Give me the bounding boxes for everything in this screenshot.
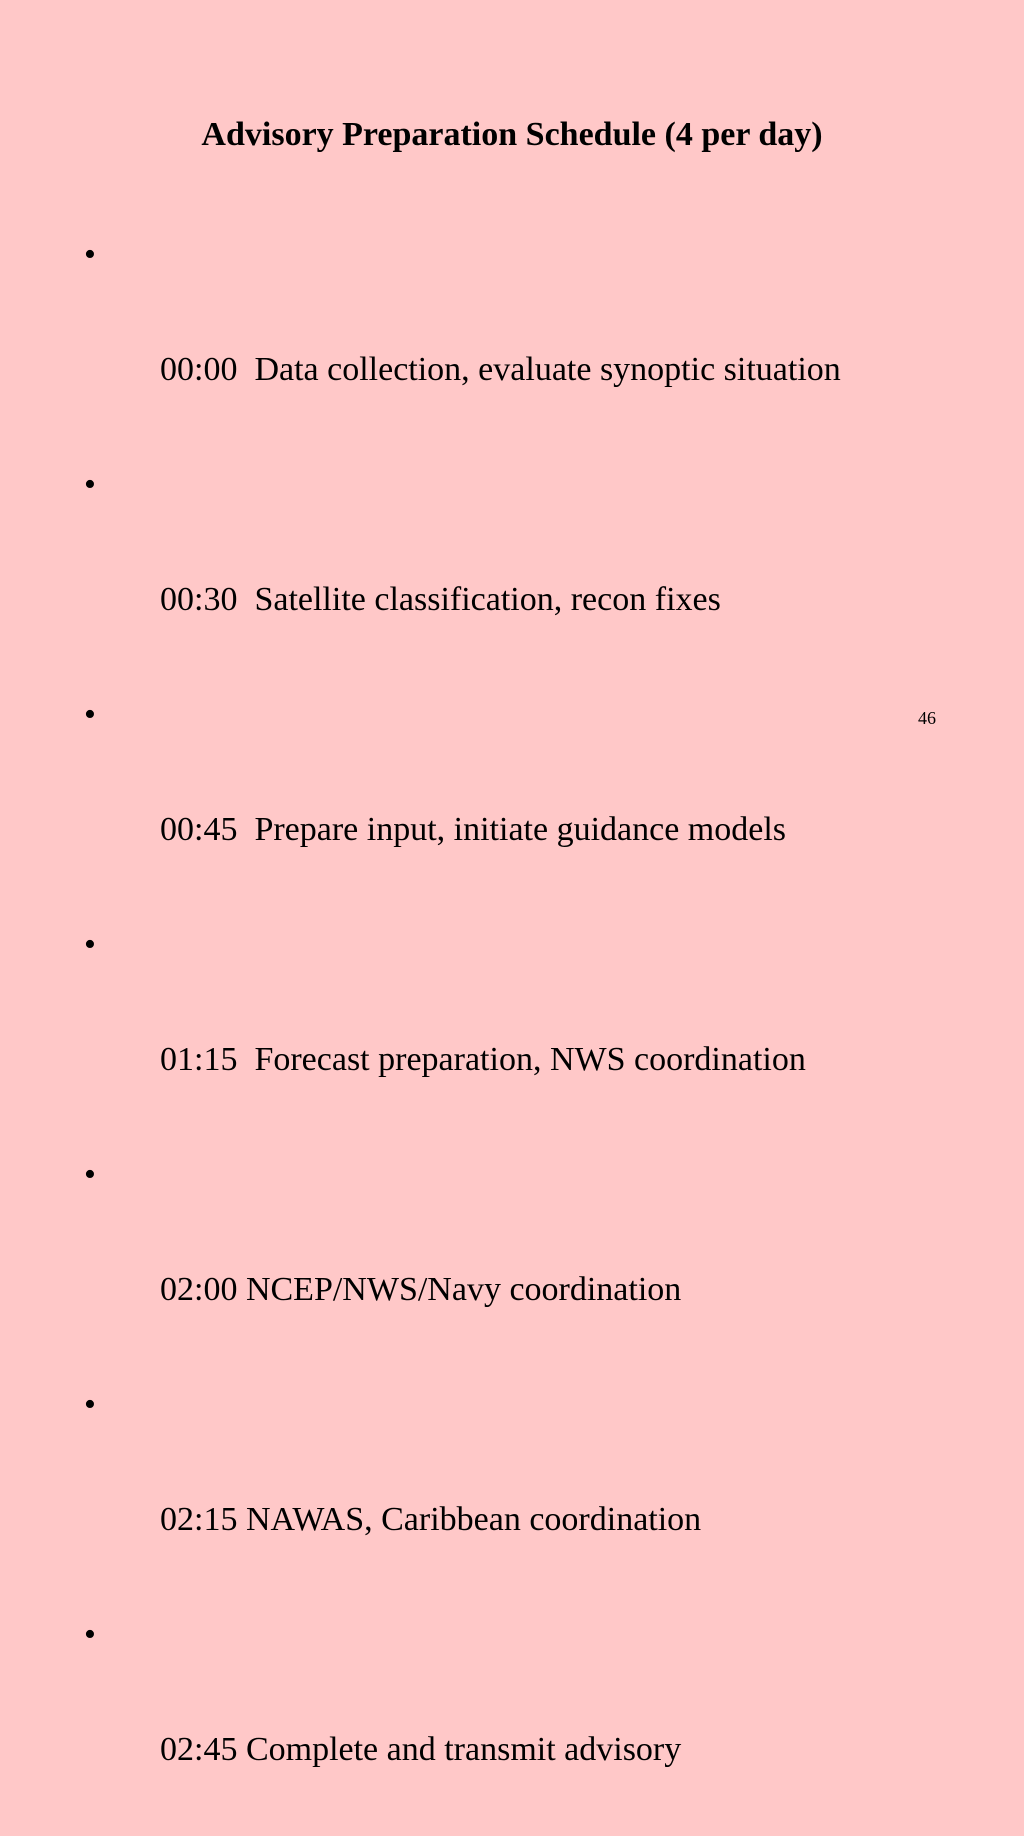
schedule-item-text: 02:00 NCEP/NWS/Navy coordination (160, 1271, 682, 1308)
schedule-item-text: 02:45 Complete and transmit advisory (160, 1731, 682, 1768)
bullet-icon: • (84, 696, 96, 733)
list-item (84, 916, 984, 1146)
list-item (84, 456, 984, 686)
list-item (84, 1606, 984, 1836)
schedule-item-text: 00:00 Data collection, evaluate synoptic situation (160, 351, 841, 388)
schedule-item-text: 00:45 Prepare input, initiate guidance models (160, 811, 787, 848)
schedule-item-text: 02:15 NAWAS, Caribbean coordination (160, 1501, 702, 1538)
list-item (84, 686, 984, 916)
schedule-item-text: 01:15 Forecast preparation, NWS coordination (160, 1041, 806, 1078)
schedule-item-text: 00:30 Satellite classification, recon fixes (160, 581, 721, 618)
bullet-icon: • (84, 466, 96, 503)
slide-number: 46 (918, 708, 936, 728)
bullet-icon: • (84, 1156, 96, 1193)
list-item (84, 1376, 984, 1606)
bullet-icon: • (84, 1616, 96, 1653)
bullet-icon: • (84, 236, 96, 273)
schedule-list (84, 226, 984, 1836)
list-item (84, 1146, 984, 1376)
bullet-icon: • (84, 926, 96, 963)
list-item (84, 226, 984, 456)
slide-title: Advisory Preparation Schedule (4 per day) (201, 116, 823, 153)
bullet-icon: • (84, 1386, 96, 1423)
